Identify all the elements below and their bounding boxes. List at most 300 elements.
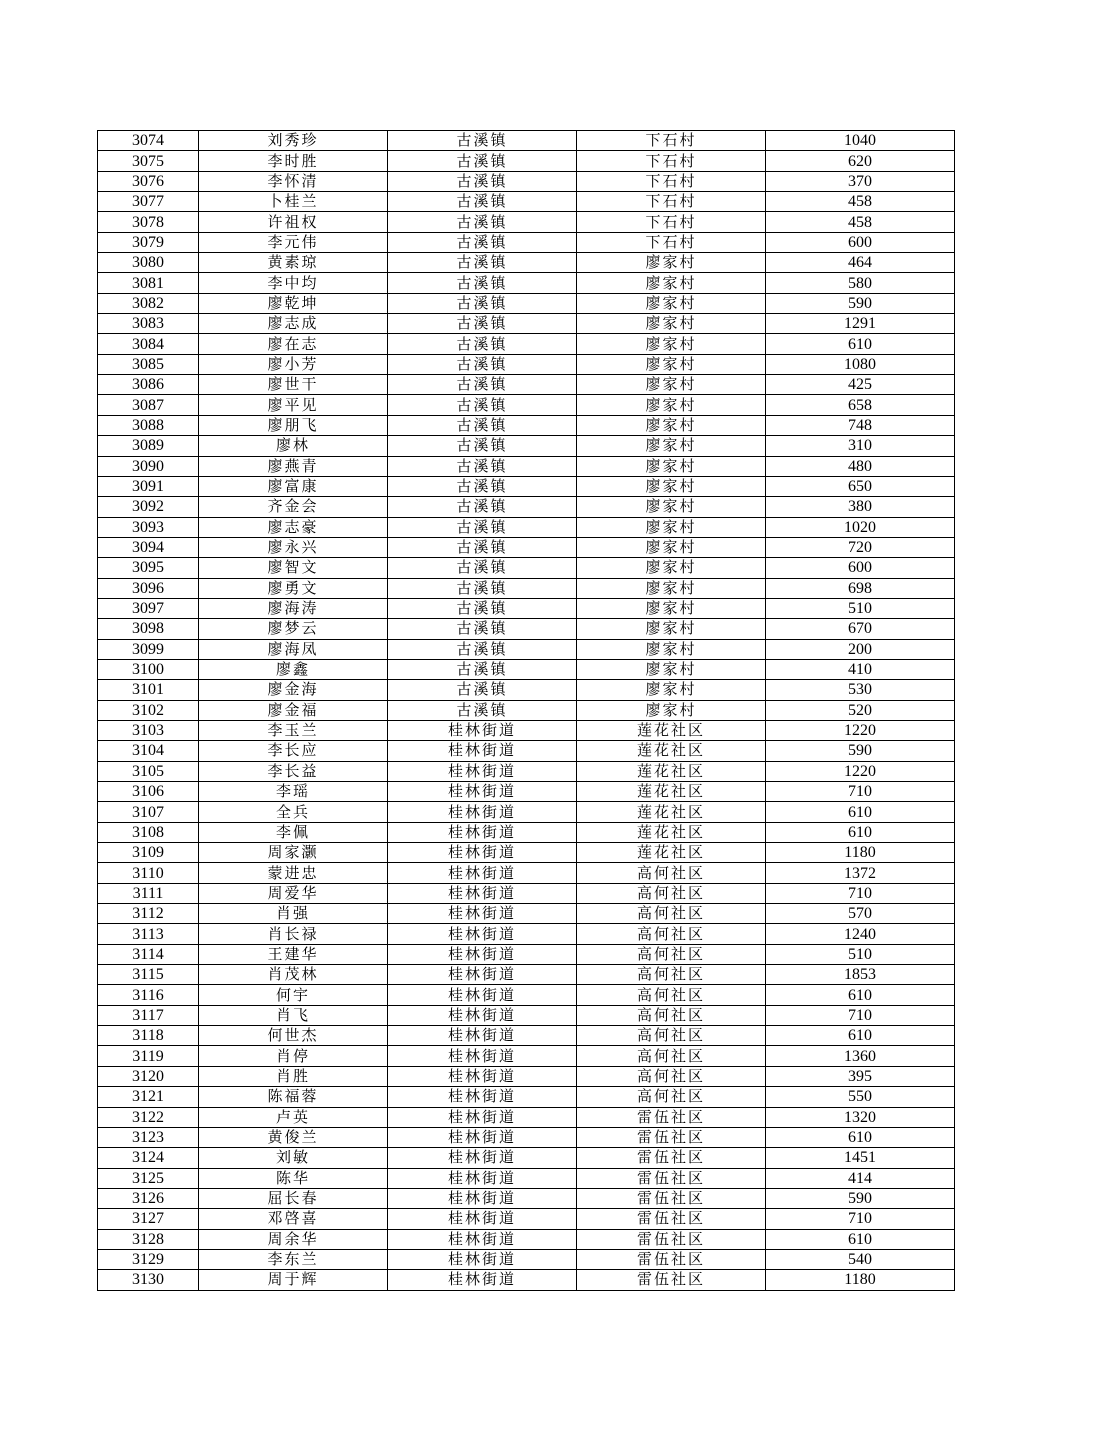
serial-number-cell: 3087	[98, 395, 199, 415]
table-row	[98, 354, 955, 374]
amount-cell: 610	[766, 822, 955, 842]
amount-cell: 1220	[766, 720, 955, 740]
village-cell: 高何社区	[577, 1026, 766, 1046]
town-cell: 古溪镇	[388, 395, 577, 415]
table-row	[98, 273, 955, 293]
village-cell: 廖家村	[577, 700, 766, 720]
amount-cell: 670	[766, 619, 955, 639]
town-cell: 古溪镇	[388, 537, 577, 557]
table-row	[98, 314, 955, 334]
town-cell: 桂林街道	[388, 1188, 577, 1208]
name-cell: 廖志成	[199, 314, 388, 334]
village-cell: 廖家村	[577, 578, 766, 598]
town-cell: 古溪镇	[388, 436, 577, 456]
table-row	[98, 1107, 955, 1127]
name-cell: 李怀清	[199, 171, 388, 191]
village-cell: 莲花社区	[577, 761, 766, 781]
serial-number-cell: 3095	[98, 558, 199, 578]
table-row	[98, 395, 955, 415]
serial-number-cell: 3076	[98, 171, 199, 191]
amount-cell: 530	[766, 680, 955, 700]
town-cell: 古溪镇	[388, 659, 577, 679]
table-row	[98, 1188, 955, 1208]
town-cell: 桂林街道	[388, 1107, 577, 1127]
serial-number-cell: 3104	[98, 741, 199, 761]
town-cell: 古溪镇	[388, 619, 577, 639]
table-row	[98, 375, 955, 395]
name-cell: 肖停	[199, 1046, 388, 1066]
town-cell: 古溪镇	[388, 375, 577, 395]
village-cell: 雷伍社区	[577, 1127, 766, 1147]
serial-number-cell: 3079	[98, 232, 199, 252]
serial-number-cell: 3125	[98, 1168, 199, 1188]
village-cell: 廖家村	[577, 253, 766, 273]
serial-number-cell: 3098	[98, 619, 199, 639]
amount-cell: 464	[766, 253, 955, 273]
amount-cell: 610	[766, 1127, 955, 1147]
village-cell: 莲花社区	[577, 782, 766, 802]
town-cell: 古溪镇	[388, 334, 577, 354]
amount-cell: 425	[766, 375, 955, 395]
table-row	[98, 415, 955, 435]
amount-cell: 200	[766, 639, 955, 659]
town-cell: 桂林街道	[388, 761, 577, 781]
village-cell: 高何社区	[577, 1005, 766, 1025]
amount-cell: 610	[766, 334, 955, 354]
name-cell: 李元伟	[199, 232, 388, 252]
name-cell: 廖鑫	[199, 659, 388, 679]
serial-number-cell: 3112	[98, 904, 199, 924]
name-cell: 廖世干	[199, 375, 388, 395]
amount-cell: 414	[766, 1168, 955, 1188]
amount-cell: 510	[766, 944, 955, 964]
table-row	[98, 131, 955, 151]
serial-number-cell: 3101	[98, 680, 199, 700]
serial-number-cell: 3122	[98, 1107, 199, 1127]
town-cell: 桂林街道	[388, 965, 577, 985]
town-cell: 桂林街道	[388, 1229, 577, 1249]
table-row	[98, 802, 955, 822]
village-cell: 下石村	[577, 212, 766, 232]
name-cell: 陈华	[199, 1168, 388, 1188]
serial-number-cell: 3093	[98, 517, 199, 537]
amount-cell: 720	[766, 537, 955, 557]
table-row	[98, 782, 955, 802]
name-cell: 廖智文	[199, 558, 388, 578]
amount-cell: 1080	[766, 354, 955, 374]
amount-cell: 1853	[766, 965, 955, 985]
amount-cell: 510	[766, 598, 955, 618]
town-cell: 桂林街道	[388, 1026, 577, 1046]
village-cell: 廖家村	[577, 598, 766, 618]
amount-cell: 1020	[766, 517, 955, 537]
name-cell: 廖海凤	[199, 639, 388, 659]
town-cell: 古溪镇	[388, 232, 577, 252]
village-cell: 高何社区	[577, 904, 766, 924]
town-cell: 桂林街道	[388, 1046, 577, 1066]
village-cell: 莲花社区	[577, 822, 766, 842]
village-cell: 下石村	[577, 151, 766, 171]
name-cell: 刘敏	[199, 1148, 388, 1168]
serial-number-cell: 3106	[98, 782, 199, 802]
town-cell: 古溪镇	[388, 680, 577, 700]
serial-number-cell: 3097	[98, 598, 199, 618]
town-cell: 桂林街道	[388, 1148, 577, 1168]
serial-number-cell: 3110	[98, 863, 199, 883]
village-cell: 高何社区	[577, 883, 766, 903]
town-cell: 桂林街道	[388, 843, 577, 863]
table-row	[98, 843, 955, 863]
village-cell: 廖家村	[577, 456, 766, 476]
table-row	[98, 1087, 955, 1107]
serial-number-cell: 3129	[98, 1249, 199, 1269]
town-cell: 桂林街道	[388, 802, 577, 822]
records-table-body	[98, 131, 955, 1291]
name-cell: 廖乾坤	[199, 293, 388, 313]
amount-cell: 1451	[766, 1148, 955, 1168]
amount-cell: 1320	[766, 1107, 955, 1127]
amount-cell: 570	[766, 904, 955, 924]
amount-cell: 710	[766, 782, 955, 802]
table-row	[98, 1148, 955, 1168]
serial-number-cell: 3096	[98, 578, 199, 598]
town-cell: 桂林街道	[388, 863, 577, 883]
town-cell: 桂林街道	[388, 1168, 577, 1188]
town-cell: 古溪镇	[388, 558, 577, 578]
table-row	[98, 171, 955, 191]
table-row	[98, 985, 955, 1005]
name-cell: 廖富康	[199, 476, 388, 496]
amount-cell: 610	[766, 1229, 955, 1249]
village-cell: 廖家村	[577, 619, 766, 639]
village-cell: 廖家村	[577, 659, 766, 679]
records-table	[97, 130, 955, 1291]
serial-number-cell: 3118	[98, 1026, 199, 1046]
town-cell: 古溪镇	[388, 212, 577, 232]
amount-cell: 370	[766, 171, 955, 191]
village-cell: 雷伍社区	[577, 1168, 766, 1188]
town-cell: 桂林街道	[388, 1209, 577, 1229]
amount-cell: 1372	[766, 863, 955, 883]
table-row	[98, 619, 955, 639]
amount-cell: 458	[766, 212, 955, 232]
amount-cell: 550	[766, 1087, 955, 1107]
village-cell: 雷伍社区	[577, 1270, 766, 1290]
serial-number-cell: 3091	[98, 476, 199, 496]
village-cell: 雷伍社区	[577, 1249, 766, 1269]
table-row	[98, 883, 955, 903]
town-cell: 桂林街道	[388, 883, 577, 903]
table-row	[98, 1127, 955, 1147]
village-cell: 高何社区	[577, 863, 766, 883]
name-cell: 肖长禄	[199, 924, 388, 944]
village-cell: 廖家村	[577, 476, 766, 496]
serial-number-cell: 3121	[98, 1087, 199, 1107]
village-cell: 高何社区	[577, 985, 766, 1005]
table-row	[98, 1026, 955, 1046]
amount-cell: 1220	[766, 761, 955, 781]
table-row	[98, 700, 955, 720]
serial-number-cell: 3083	[98, 314, 199, 334]
serial-number-cell: 3115	[98, 965, 199, 985]
name-cell: 卢英	[199, 1107, 388, 1127]
town-cell: 桂林街道	[388, 985, 577, 1005]
serial-number-cell: 3105	[98, 761, 199, 781]
serial-number-cell: 3124	[98, 1148, 199, 1168]
amount-cell: 1180	[766, 843, 955, 863]
name-cell: 廖小芳	[199, 354, 388, 374]
name-cell: 陈福蓉	[199, 1087, 388, 1107]
amount-cell: 710	[766, 1209, 955, 1229]
amount-cell: 600	[766, 232, 955, 252]
village-cell: 廖家村	[577, 415, 766, 435]
amount-cell: 458	[766, 192, 955, 212]
village-cell: 下石村	[577, 192, 766, 212]
serial-number-cell: 3082	[98, 293, 199, 313]
name-cell: 李时胜	[199, 151, 388, 171]
table-row	[98, 761, 955, 781]
table-row	[98, 1168, 955, 1188]
serial-number-cell: 3086	[98, 375, 199, 395]
town-cell: 古溪镇	[388, 151, 577, 171]
table-row	[98, 293, 955, 313]
name-cell: 廖金福	[199, 700, 388, 720]
town-cell: 古溪镇	[388, 639, 577, 659]
name-cell: 何世杰	[199, 1026, 388, 1046]
table-row	[98, 822, 955, 842]
town-cell: 桂林街道	[388, 904, 577, 924]
village-cell: 廖家村	[577, 273, 766, 293]
table-row	[98, 1005, 955, 1025]
table-row	[98, 1270, 955, 1290]
name-cell: 周家灏	[199, 843, 388, 863]
serial-number-cell: 3088	[98, 415, 199, 435]
village-cell: 廖家村	[577, 497, 766, 517]
table-row	[98, 436, 955, 456]
amount-cell: 658	[766, 395, 955, 415]
table-row	[98, 558, 955, 578]
name-cell: 齐金会	[199, 497, 388, 517]
town-cell: 古溪镇	[388, 253, 577, 273]
name-cell: 周爱华	[199, 883, 388, 903]
amount-cell: 310	[766, 436, 955, 456]
village-cell: 雷伍社区	[577, 1188, 766, 1208]
serial-number-cell: 3090	[98, 456, 199, 476]
table-row	[98, 720, 955, 740]
village-cell: 廖家村	[577, 293, 766, 313]
amount-cell: 1040	[766, 131, 955, 151]
amount-cell: 600	[766, 558, 955, 578]
village-cell: 廖家村	[577, 395, 766, 415]
town-cell: 桂林街道	[388, 1249, 577, 1269]
name-cell: 廖林	[199, 436, 388, 456]
village-cell: 莲花社区	[577, 741, 766, 761]
serial-number-cell: 3089	[98, 436, 199, 456]
village-cell: 廖家村	[577, 334, 766, 354]
name-cell: 肖胜	[199, 1066, 388, 1086]
name-cell: 廖平见	[199, 395, 388, 415]
town-cell: 古溪镇	[388, 192, 577, 212]
village-cell: 下石村	[577, 232, 766, 252]
name-cell: 李中均	[199, 273, 388, 293]
serial-number-cell: 3114	[98, 944, 199, 964]
name-cell: 廖金海	[199, 680, 388, 700]
town-cell: 古溪镇	[388, 700, 577, 720]
amount-cell: 610	[766, 802, 955, 822]
name-cell: 全兵	[199, 802, 388, 822]
table-row	[98, 598, 955, 618]
name-cell: 邓啓喜	[199, 1209, 388, 1229]
amount-cell: 610	[766, 1026, 955, 1046]
name-cell: 李佩	[199, 822, 388, 842]
serial-number-cell: 3126	[98, 1188, 199, 1208]
name-cell: 肖强	[199, 904, 388, 924]
village-cell: 莲花社区	[577, 843, 766, 863]
amount-cell: 480	[766, 456, 955, 476]
table-row	[98, 924, 955, 944]
village-cell: 廖家村	[577, 680, 766, 700]
table-row	[98, 1066, 955, 1086]
name-cell: 廖朋飞	[199, 415, 388, 435]
name-cell: 李玉兰	[199, 720, 388, 740]
table-row	[98, 151, 955, 171]
name-cell: 蒙进忠	[199, 863, 388, 883]
serial-number-cell: 3107	[98, 802, 199, 822]
serial-number-cell: 3123	[98, 1127, 199, 1147]
village-cell: 雷伍社区	[577, 1229, 766, 1249]
table-row	[98, 253, 955, 273]
table-row	[98, 741, 955, 761]
town-cell: 古溪镇	[388, 314, 577, 334]
table-row	[98, 904, 955, 924]
name-cell: 李瑶	[199, 782, 388, 802]
village-cell: 雷伍社区	[577, 1148, 766, 1168]
amount-cell: 710	[766, 883, 955, 903]
serial-number-cell: 3077	[98, 192, 199, 212]
village-cell: 廖家村	[577, 375, 766, 395]
table-row	[98, 537, 955, 557]
town-cell: 桂林街道	[388, 1005, 577, 1025]
serial-number-cell: 3080	[98, 253, 199, 273]
table-row	[98, 1229, 955, 1249]
amount-cell: 1180	[766, 1270, 955, 1290]
name-cell: 屈长春	[199, 1188, 388, 1208]
serial-number-cell: 3099	[98, 639, 199, 659]
table-row	[98, 1046, 955, 1066]
name-cell: 周于辉	[199, 1270, 388, 1290]
serial-number-cell: 3127	[98, 1209, 199, 1229]
table-row	[98, 232, 955, 252]
table-row	[98, 965, 955, 985]
name-cell: 周余华	[199, 1229, 388, 1249]
village-cell: 雷伍社区	[577, 1107, 766, 1127]
table-row	[98, 456, 955, 476]
serial-number-cell: 3109	[98, 843, 199, 863]
name-cell: 廖勇文	[199, 578, 388, 598]
table-row	[98, 639, 955, 659]
amount-cell: 580	[766, 273, 955, 293]
town-cell: 古溪镇	[388, 578, 577, 598]
town-cell: 桂林街道	[388, 1270, 577, 1290]
amount-cell: 590	[766, 293, 955, 313]
village-cell: 廖家村	[577, 537, 766, 557]
village-cell: 下石村	[577, 171, 766, 191]
serial-number-cell: 3085	[98, 354, 199, 374]
name-cell: 肖茂林	[199, 965, 388, 985]
name-cell: 黄素琼	[199, 253, 388, 273]
table-row	[98, 517, 955, 537]
table-row	[98, 212, 955, 232]
serial-number-cell: 3094	[98, 537, 199, 557]
amount-cell: 590	[766, 741, 955, 761]
amount-cell: 610	[766, 985, 955, 1005]
amount-cell: 590	[766, 1188, 955, 1208]
town-cell: 古溪镇	[388, 476, 577, 496]
name-cell: 廖梦云	[199, 619, 388, 639]
serial-number-cell: 3078	[98, 212, 199, 232]
amount-cell: 1240	[766, 924, 955, 944]
village-cell: 廖家村	[577, 436, 766, 456]
town-cell: 桂林街道	[388, 944, 577, 964]
town-cell: 桂林街道	[388, 1066, 577, 1086]
name-cell: 黄俊兰	[199, 1127, 388, 1147]
village-cell: 下石村	[577, 131, 766, 151]
amount-cell: 620	[766, 151, 955, 171]
amount-cell: 540	[766, 1249, 955, 1269]
table-row	[98, 192, 955, 212]
village-cell: 莲花社区	[577, 720, 766, 740]
table-row	[98, 578, 955, 598]
town-cell: 桂林街道	[388, 782, 577, 802]
table-row	[98, 863, 955, 883]
village-cell: 莲花社区	[577, 802, 766, 822]
serial-number-cell: 3103	[98, 720, 199, 740]
name-cell: 许祖权	[199, 212, 388, 232]
name-cell: 王建华	[199, 944, 388, 964]
table-row	[98, 944, 955, 964]
name-cell: 廖永兴	[199, 537, 388, 557]
town-cell: 桂林街道	[388, 741, 577, 761]
table-row	[98, 1249, 955, 1269]
amount-cell: 748	[766, 415, 955, 435]
town-cell: 古溪镇	[388, 354, 577, 374]
amount-cell: 1291	[766, 314, 955, 334]
town-cell: 古溪镇	[388, 171, 577, 191]
village-cell: 廖家村	[577, 639, 766, 659]
serial-number-cell: 3108	[98, 822, 199, 842]
serial-number-cell: 3120	[98, 1066, 199, 1086]
name-cell: 何宇	[199, 985, 388, 1005]
table-row	[98, 476, 955, 496]
town-cell: 桂林街道	[388, 1087, 577, 1107]
village-cell: 雷伍社区	[577, 1209, 766, 1229]
name-cell: 廖燕青	[199, 456, 388, 476]
town-cell: 古溪镇	[388, 415, 577, 435]
name-cell: 卜桂兰	[199, 192, 388, 212]
village-cell: 廖家村	[577, 354, 766, 374]
table-row	[98, 1209, 955, 1229]
village-cell: 高何社区	[577, 944, 766, 964]
serial-number-cell: 3117	[98, 1005, 199, 1025]
village-cell: 高何社区	[577, 1066, 766, 1086]
name-cell: 肖飞	[199, 1005, 388, 1025]
village-cell: 高何社区	[577, 965, 766, 985]
amount-cell: 380	[766, 497, 955, 517]
serial-number-cell: 3100	[98, 659, 199, 679]
serial-number-cell: 3102	[98, 700, 199, 720]
amount-cell: 410	[766, 659, 955, 679]
amount-cell: 520	[766, 700, 955, 720]
